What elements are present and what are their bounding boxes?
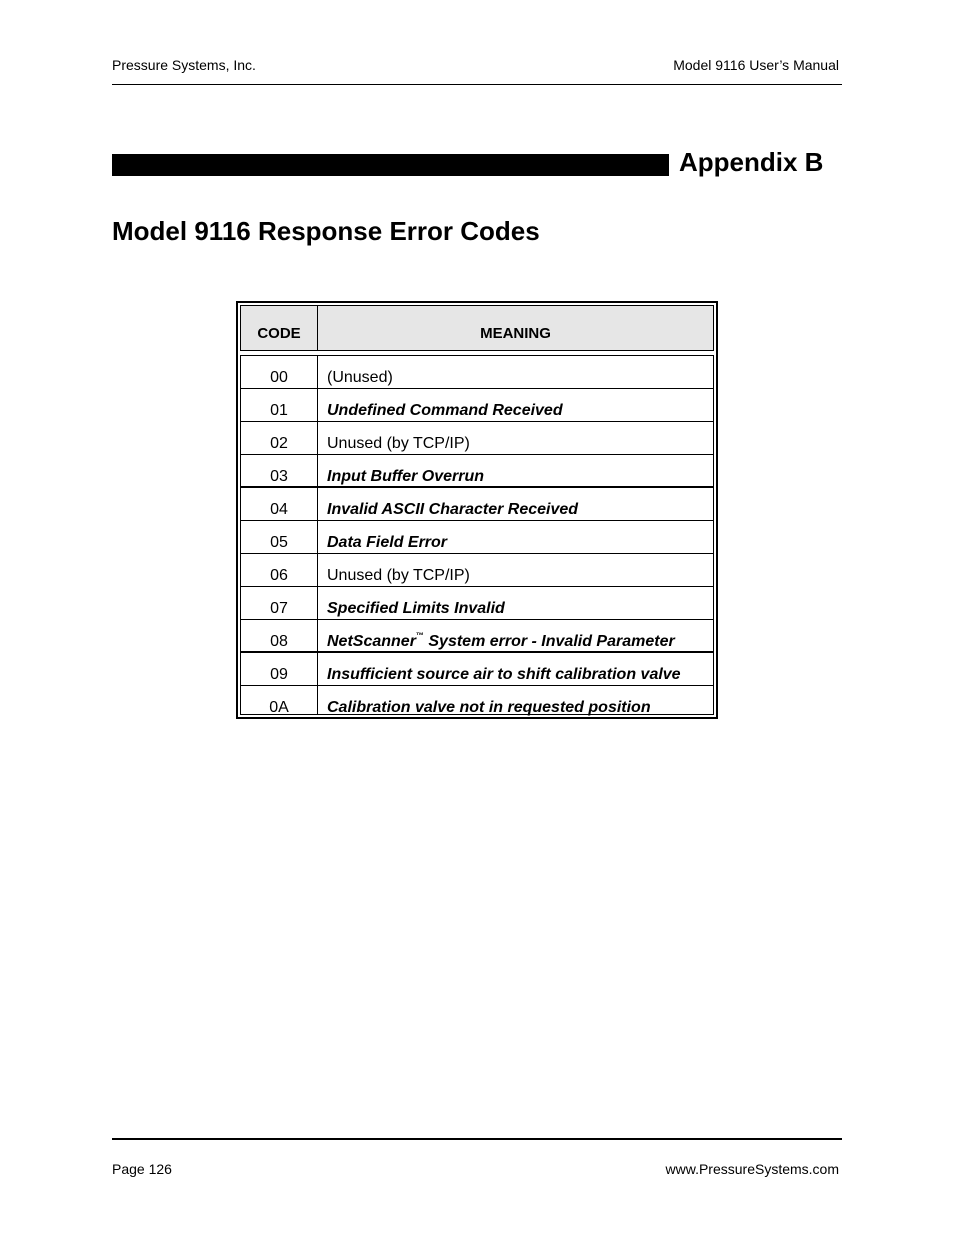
footer-page-number: Page 126 (112, 1161, 172, 1177)
table-row (241, 389, 713, 422)
table-row (241, 422, 713, 455)
table-row (241, 620, 713, 653)
appendix-label: Appendix B (679, 147, 824, 177)
header-rule (112, 84, 842, 85)
error-code-table (236, 301, 718, 719)
meaning-cell: Undefined Command Received (327, 402, 563, 419)
code-cell: 00 (270, 369, 288, 386)
meaning-text: System error - Invalid Parameter (423, 633, 675, 650)
meaning-cell: Specified Limits Invalid (327, 600, 505, 617)
trademark-symbol: ™ (415, 631, 424, 640)
header-company: Pressure Systems, Inc. (112, 57, 256, 73)
table-header (240, 305, 714, 351)
table-row (241, 488, 713, 521)
table-row (241, 554, 713, 587)
meaning-cell: Input Buffer Overrun (327, 468, 485, 485)
code-cell: 03 (270, 468, 288, 485)
meaning-cell: Unused (by TCP/IP) (327, 567, 470, 584)
footer-rule (112, 1138, 842, 1140)
code-cell: 02 (270, 435, 288, 452)
code-cell: 07 (270, 600, 288, 617)
meaning-cell: Data Field Error (327, 534, 448, 551)
meaning-cell: Unused (by TCP/IP) (327, 435, 470, 452)
table-row (241, 587, 713, 620)
meaning-cell: (Unused) (327, 369, 393, 386)
column-header-meaning: MEANING (480, 325, 551, 342)
code-cell: 0A (269, 699, 289, 716)
meaning-cell: Invalid ASCII Character Received (327, 501, 579, 518)
meaning-product-name: NetScanner (327, 633, 416, 650)
code-cell: 08 (270, 633, 288, 650)
table-row (241, 686, 713, 718)
code-cell: 09 (270, 666, 288, 683)
footer-website: www.PressureSystems.com (665, 1161, 839, 1177)
table-row (241, 455, 713, 488)
appendix-bar (112, 154, 669, 176)
column-header-code: CODE (257, 325, 301, 342)
code-cell: 05 (270, 534, 288, 551)
meaning-cell: Calibration valve not in requested position (327, 699, 651, 716)
header-manual-title: Model 9116 User’s Manual (673, 57, 839, 73)
table-row (241, 521, 713, 554)
table-row (241, 653, 713, 686)
code-cell: 06 (270, 567, 288, 584)
meaning-cell: Insufficient source air to shift calibration valve (327, 666, 681, 683)
code-cell: 04 (270, 501, 288, 518)
page-title: Model 9116 Response Error Codes (112, 216, 540, 246)
table-row (241, 356, 713, 389)
meaning-cell (327, 620, 675, 652)
table-body (240, 355, 714, 715)
code-cell: 01 (270, 402, 288, 419)
